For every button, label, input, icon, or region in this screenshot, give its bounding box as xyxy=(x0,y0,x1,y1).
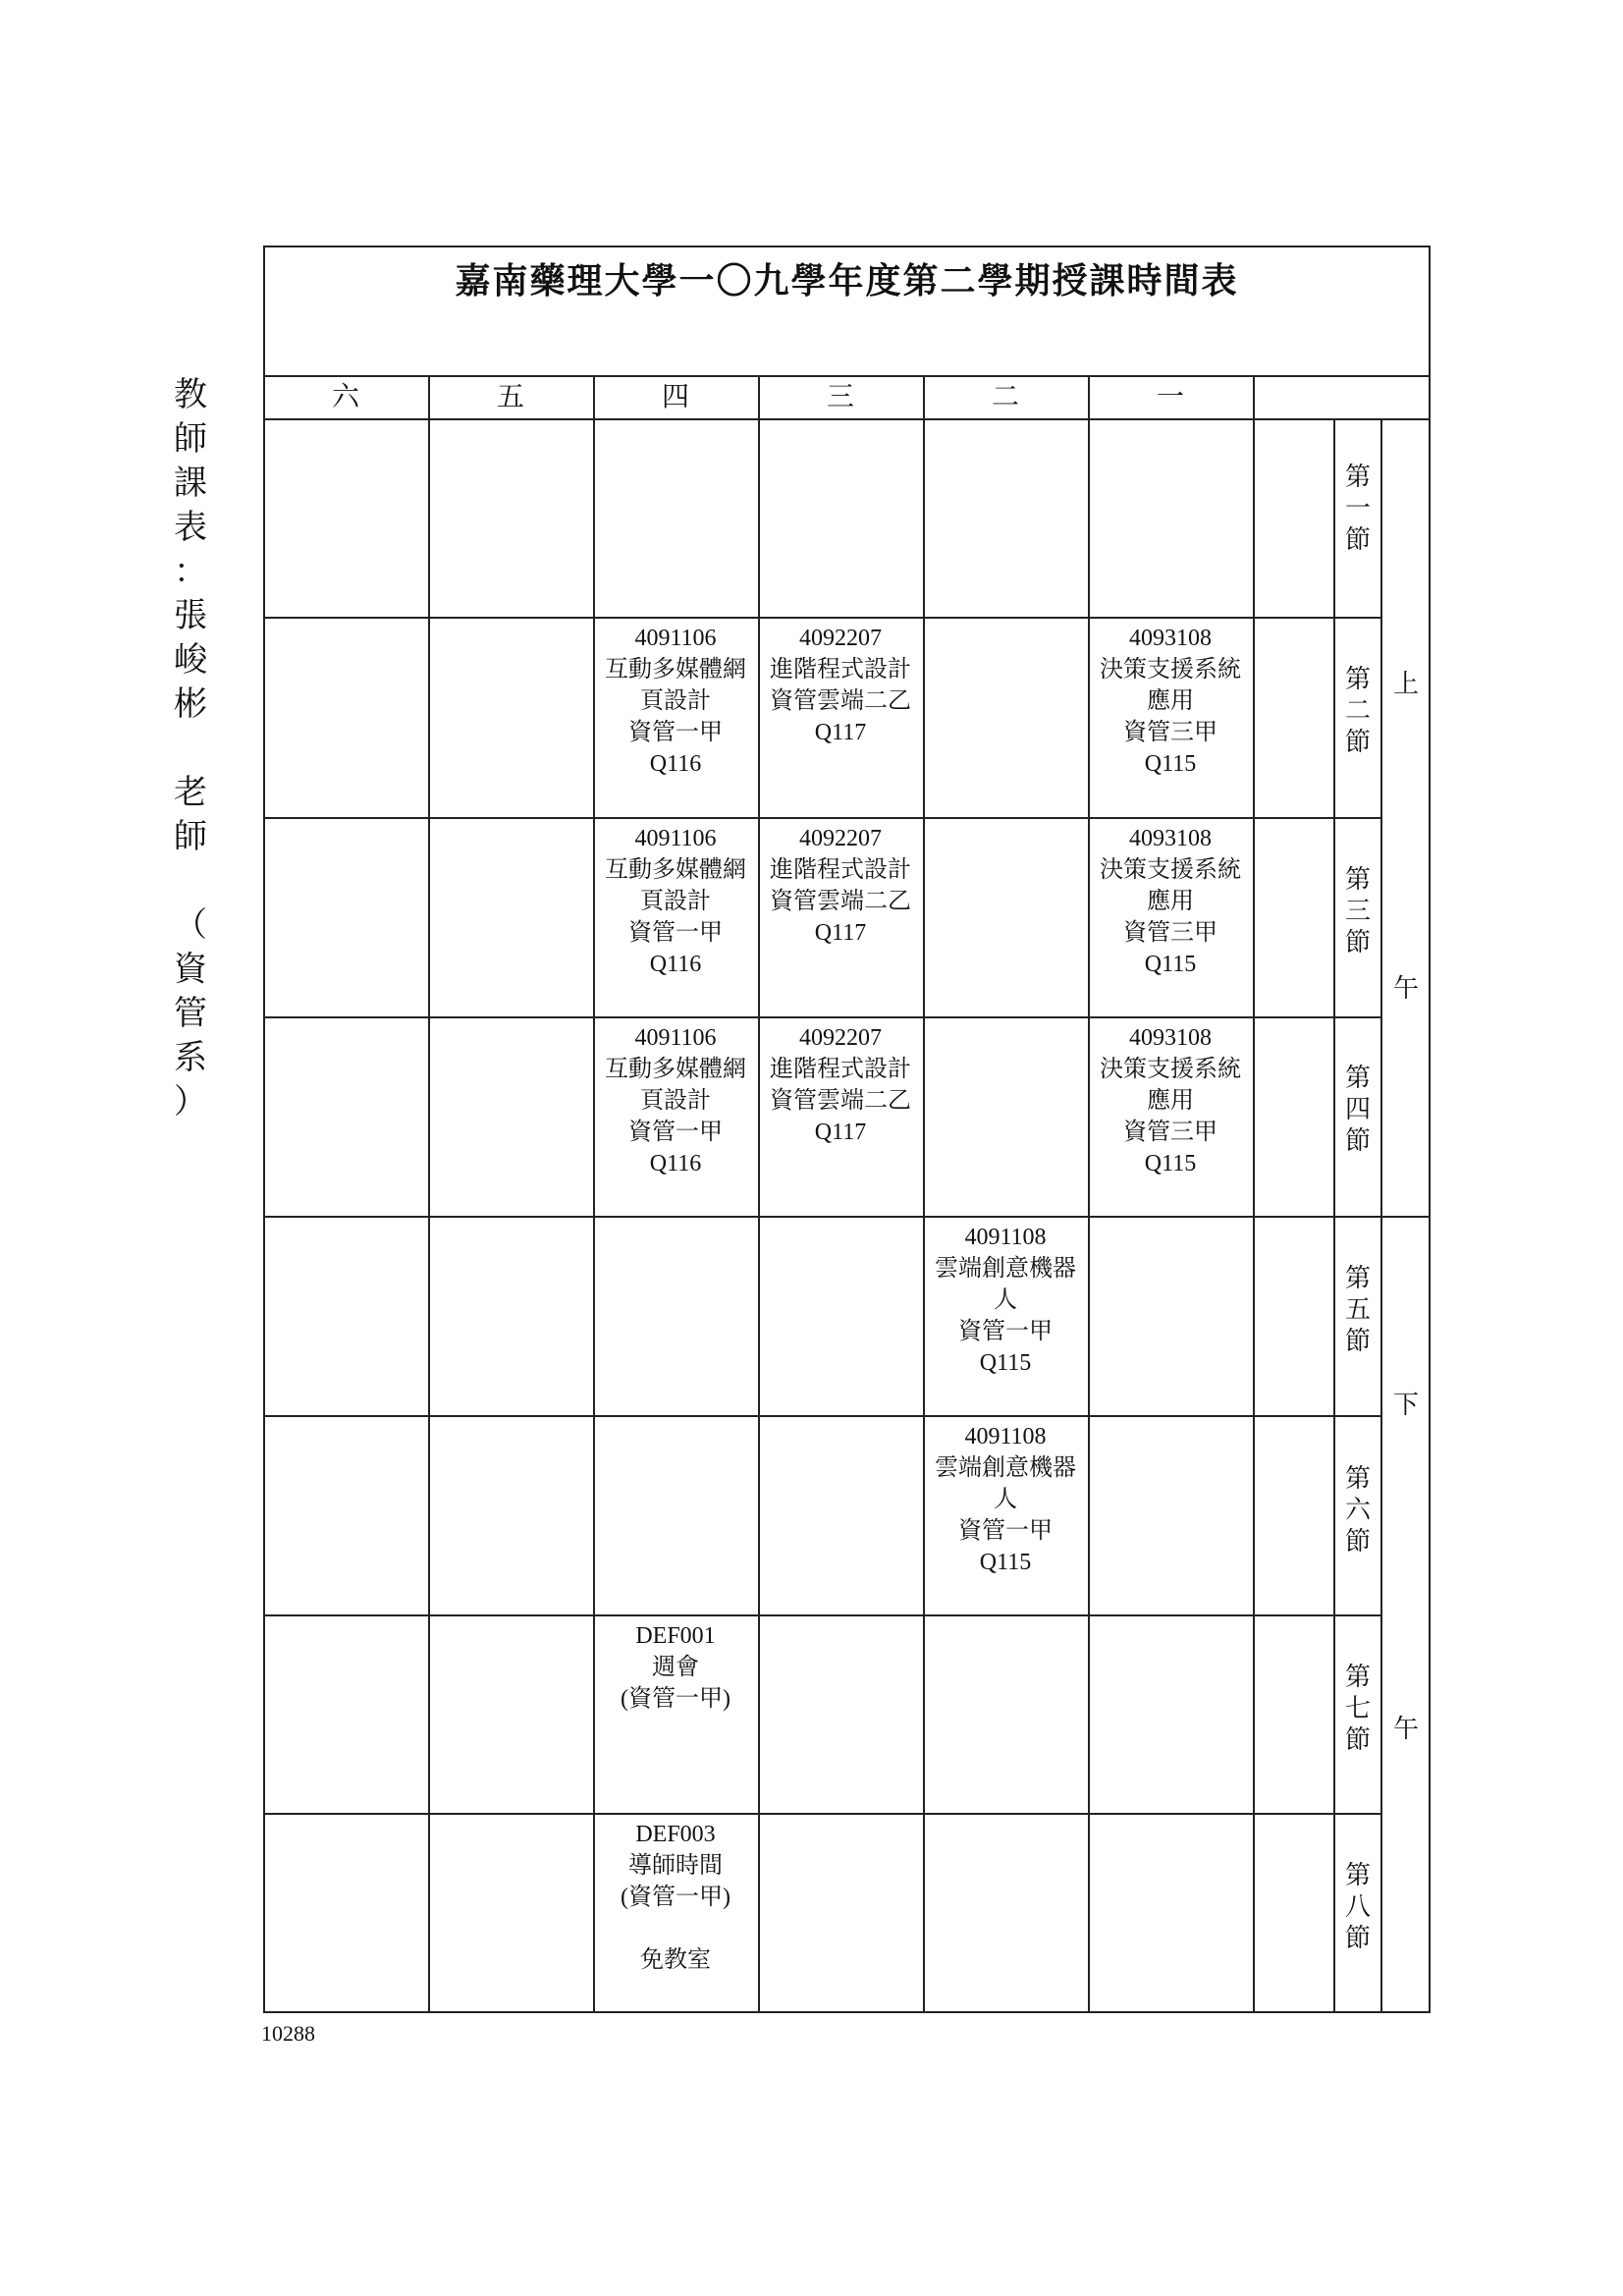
header-bottom-line xyxy=(263,418,1431,420)
course-cell-p4-thu: 4091106 互動多媒體網 頁設計 資管一甲 Q116 xyxy=(605,1025,746,1176)
period-label-1: 第 一 節 xyxy=(1344,463,1371,555)
row-line xyxy=(263,1415,1382,1417)
course-cell-p4-mon: 4093108 決策支援系統 應用 資管三甲 Q115 xyxy=(1100,1025,1241,1176)
period-label-2: 第 二 節 xyxy=(1344,665,1371,757)
day-header-wed: 三 xyxy=(826,380,854,412)
course-cell-p5-tue: 4091108 雲端創意機器 人 資管一甲 Q115 xyxy=(935,1225,1076,1376)
afternoon-label-top: 下 xyxy=(1392,1391,1419,1420)
course-cell-p3-mon: 4093108 決策支援系統 應用 資管三甲 Q115 xyxy=(1100,826,1241,977)
row-line xyxy=(263,1813,1382,1815)
col-line xyxy=(923,375,925,2013)
day-header-mon: 一 xyxy=(1156,380,1184,412)
period-label-6: 第 六 節 xyxy=(1344,1464,1371,1557)
course-cell-p3-wed: 4092207 進階程式設計 資管雲端二乙 Q117 xyxy=(770,826,911,946)
day-header-thu: 四 xyxy=(661,380,689,412)
document-code: 10288 xyxy=(261,2021,315,2046)
period-label-7: 第 七 節 xyxy=(1344,1663,1371,1755)
course-cell-p2-mon: 4093108 決策支援系統 應用 資管三甲 Q115 xyxy=(1100,626,1241,777)
period-label-3: 第 三 節 xyxy=(1344,865,1371,957)
course-cell-p2-wed: 4092207 進階程式設計 資管雲端二乙 Q117 xyxy=(770,626,911,745)
half-col-line xyxy=(1380,420,1382,2013)
col-line xyxy=(1253,375,1255,2013)
day-header-sat: 六 xyxy=(331,380,359,412)
course-cell-p7-thu: DEF001 週會 (資管一甲) xyxy=(621,1623,730,1712)
period-col-line xyxy=(1333,420,1335,2013)
col-line xyxy=(428,375,430,2013)
course-cell-p8-thu: DEF003 導師時間 (資管一甲) 免教室 xyxy=(621,1822,730,1973)
course-cell-p2-thu: 4091106 互動多媒體網 頁設計 資管一甲 Q116 xyxy=(605,626,746,777)
teacher-label: 教 師 課 表 ： 張 峻 彬 老 師 （ 資 管 系 ） xyxy=(174,375,207,1121)
morning-label-top: 上 xyxy=(1392,670,1419,699)
morning-label-bottom: 午 xyxy=(1392,974,1419,1004)
page-title: 嘉南藥理大學一〇九學年度第二學期授課時間表 xyxy=(455,260,1239,301)
period-label-4: 第 四 節 xyxy=(1344,1064,1371,1156)
noon-line xyxy=(263,1216,1431,1218)
period-label-8: 第 八 節 xyxy=(1344,1861,1371,1953)
course-cell-p4-wed: 4092207 進階程式設計 資管雲端二乙 Q117 xyxy=(770,1025,911,1145)
afternoon-label-bottom: 午 xyxy=(1392,1715,1419,1744)
period-label-5: 第 五 節 xyxy=(1344,1264,1371,1356)
day-header-fri: 五 xyxy=(496,380,524,412)
course-cell-p3-thu: 4091106 互動多媒體網 頁設計 資管一甲 Q116 xyxy=(605,826,746,977)
row-line xyxy=(263,1614,1382,1616)
course-cell-p6-tue: 4091108 雲端創意機器 人 資管一甲 Q115 xyxy=(935,1424,1076,1575)
day-header-tue: 二 xyxy=(991,380,1019,412)
